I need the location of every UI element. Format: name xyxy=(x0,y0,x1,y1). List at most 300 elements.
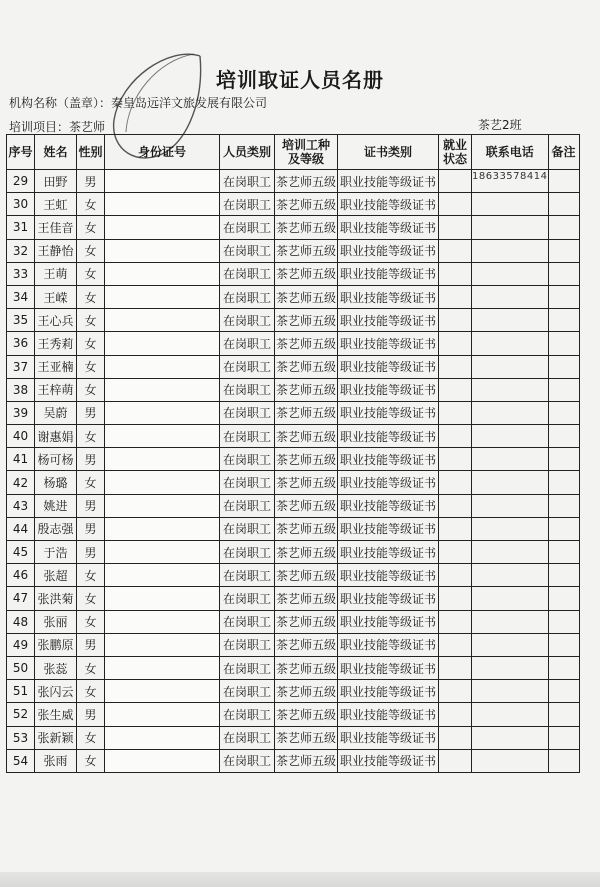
cell-cert-type: 职业技能等级证书 xyxy=(338,680,439,703)
cell-id-number xyxy=(105,726,220,749)
cell-employment xyxy=(439,541,472,564)
cell-seq: 35 xyxy=(7,309,35,332)
cell-person-type: 在岗职工 xyxy=(220,401,275,424)
cell-gender: 女 xyxy=(77,564,105,587)
cell-employment xyxy=(439,610,472,633)
cell-gender: 男 xyxy=(77,401,105,424)
cell-employment xyxy=(439,656,472,679)
cell-remark xyxy=(548,193,579,216)
cell-name: 张闪云 xyxy=(35,680,77,703)
cell-remark xyxy=(548,633,579,656)
col-remark-header: 备注 xyxy=(548,135,579,170)
cell-remark xyxy=(548,309,579,332)
cell-id-number xyxy=(105,309,220,332)
cell-cert-type: 职业技能等级证书 xyxy=(338,425,439,448)
cell-training-type: 茶艺师五级 xyxy=(275,448,338,471)
cell-training-type: 茶艺师五级 xyxy=(275,541,338,564)
cell-employment xyxy=(439,494,472,517)
cell-person-type: 在岗职工 xyxy=(220,564,275,587)
cell-name: 张洪菊 xyxy=(35,587,77,610)
cell-name: 张鹏原 xyxy=(35,633,77,656)
table-row xyxy=(7,401,580,424)
cell-training-type: 茶艺师五级 xyxy=(275,517,338,540)
cell-seq: 40 xyxy=(7,425,35,448)
cell-training-type: 茶艺师五级 xyxy=(275,239,338,262)
cell-training-type: 茶艺师五级 xyxy=(275,216,338,239)
cell-gender: 女 xyxy=(77,656,105,679)
cell-remark xyxy=(548,749,579,772)
cell-employment xyxy=(439,517,472,540)
col-phone-header: 联系电话 xyxy=(472,135,549,170)
cell-employment xyxy=(439,680,472,703)
table-row xyxy=(7,448,580,471)
cell-name: 王佳音 xyxy=(35,216,77,239)
cell-person-type: 在岗职工 xyxy=(220,656,275,679)
cell-employment xyxy=(439,587,472,610)
cell-cert-type: 职业技能等级证书 xyxy=(338,633,439,656)
cell-id-number xyxy=(105,216,220,239)
cell-id-number xyxy=(105,610,220,633)
cell-employment xyxy=(439,355,472,378)
cell-gender: 女 xyxy=(77,332,105,355)
cell-training-type: 茶艺师五级 xyxy=(275,309,338,332)
cell-name: 王静怡 xyxy=(35,239,77,262)
cell-id-number xyxy=(105,633,220,656)
cell-id-number xyxy=(105,193,220,216)
cell-cert-type: 职业技能等级证书 xyxy=(338,448,439,471)
cell-training-type: 茶艺师五级 xyxy=(275,378,338,401)
cell-person-type: 在岗职工 xyxy=(220,170,275,193)
cell-training-type: 茶艺师五级 xyxy=(275,610,338,633)
cell-id-number xyxy=(105,355,220,378)
cell-remark xyxy=(548,680,579,703)
cell-id-number xyxy=(105,517,220,540)
project-name: 茶艺师 xyxy=(69,120,106,134)
cell-training-type: 茶艺师五级 xyxy=(275,401,338,424)
cell-name: 王梓萌 xyxy=(35,378,77,401)
cell-training-type: 茶艺师五级 xyxy=(275,726,338,749)
cell-gender: 女 xyxy=(77,239,105,262)
cell-person-type: 在岗职工 xyxy=(220,425,275,448)
cell-phone xyxy=(472,332,549,355)
cell-gender: 女 xyxy=(77,726,105,749)
cell-remark xyxy=(548,726,579,749)
cell-employment xyxy=(439,425,472,448)
cell-name: 王虹 xyxy=(35,193,77,216)
cell-cert-type: 职业技能等级证书 xyxy=(338,170,439,193)
cell-person-type: 在岗职工 xyxy=(220,633,275,656)
table-row xyxy=(7,309,580,332)
cell-seq: 49 xyxy=(7,633,35,656)
table-row xyxy=(7,726,580,749)
cell-remark xyxy=(548,425,579,448)
cell-seq: 46 xyxy=(7,564,35,587)
cell-training-type: 茶艺师五级 xyxy=(275,355,338,378)
cell-person-type: 在岗职工 xyxy=(220,239,275,262)
cell-name: 于浩 xyxy=(35,541,77,564)
cell-gender: 女 xyxy=(77,262,105,285)
cell-employment xyxy=(439,726,472,749)
cell-remark xyxy=(548,262,579,285)
organization-name: 秦皇岛远洋文旅发展有限公司 xyxy=(111,96,268,110)
cell-training-type: 茶艺师五级 xyxy=(275,703,338,726)
table-header-row xyxy=(7,135,580,170)
cell-seq: 45 xyxy=(7,541,35,564)
cell-person-type: 在岗职工 xyxy=(220,309,275,332)
table-row xyxy=(7,517,580,540)
cell-phone xyxy=(472,193,549,216)
table-row xyxy=(7,680,580,703)
col-person-type-header: 人员类别 xyxy=(220,135,275,170)
cell-name: 王萌 xyxy=(35,262,77,285)
cell-remark xyxy=(548,610,579,633)
cell-gender: 男 xyxy=(77,633,105,656)
cell-id-number xyxy=(105,680,220,703)
cell-cert-type: 职业技能等级证书 xyxy=(338,401,439,424)
cell-id-number xyxy=(105,332,220,355)
cell-gender: 女 xyxy=(77,216,105,239)
cell-gender: 女 xyxy=(77,193,105,216)
cell-cert-type: 职业技能等级证书 xyxy=(338,656,439,679)
cell-phone xyxy=(472,262,549,285)
cell-phone xyxy=(472,425,549,448)
cell-training-type: 茶艺师五级 xyxy=(275,332,338,355)
cell-cert-type: 职业技能等级证书 xyxy=(338,726,439,749)
cell-seq: 42 xyxy=(7,471,35,494)
table-row xyxy=(7,703,580,726)
table-row xyxy=(7,170,580,193)
table-row xyxy=(7,378,580,401)
cell-employment xyxy=(439,239,472,262)
cell-seq: 37 xyxy=(7,355,35,378)
phone-number-fragment: 18633578414 xyxy=(472,171,548,183)
cell-seq: 47 xyxy=(7,587,35,610)
table-row xyxy=(7,564,580,587)
cell-cert-type: 职业技能等级证书 xyxy=(338,378,439,401)
cell-remark xyxy=(548,239,579,262)
cell-gender: 女 xyxy=(77,749,105,772)
cell-remark xyxy=(548,541,579,564)
cell-name: 杨璐 xyxy=(35,471,77,494)
cell-person-type: 在岗职工 xyxy=(220,448,275,471)
roster-table xyxy=(6,134,580,773)
cell-employment xyxy=(439,193,472,216)
table-row xyxy=(7,471,580,494)
cell-phone xyxy=(472,656,549,679)
cell-seq: 53 xyxy=(7,726,35,749)
cell-employment xyxy=(439,749,472,772)
cell-person-type: 在岗职工 xyxy=(220,703,275,726)
cell-phone xyxy=(472,170,549,193)
cell-seq: 30 xyxy=(7,193,35,216)
cell-person-type: 在岗职工 xyxy=(220,262,275,285)
cell-name: 张生威 xyxy=(35,703,77,726)
cell-employment xyxy=(439,564,472,587)
cell-cert-type: 职业技能等级证书 xyxy=(338,541,439,564)
cell-gender: 男 xyxy=(77,541,105,564)
cell-remark xyxy=(548,564,579,587)
cell-phone xyxy=(472,749,549,772)
cell-seq: 33 xyxy=(7,262,35,285)
table-row xyxy=(7,749,580,772)
cell-name: 王亚楠 xyxy=(35,355,77,378)
cell-cert-type: 职业技能等级证书 xyxy=(338,564,439,587)
table-row xyxy=(7,332,580,355)
cell-training-type: 茶艺师五级 xyxy=(275,285,338,308)
cell-person-type: 在岗职工 xyxy=(220,749,275,772)
cell-name: 杨可杨 xyxy=(35,448,77,471)
cell-seq: 29 xyxy=(7,170,35,193)
cell-remark xyxy=(548,401,579,424)
cell-remark xyxy=(548,587,579,610)
col-name-header: 姓名 xyxy=(35,135,77,170)
cell-gender: 男 xyxy=(77,170,105,193)
table-row xyxy=(7,610,580,633)
cell-phone xyxy=(472,471,549,494)
col-training-type-header: 培训工种及等级 xyxy=(275,135,338,170)
cell-cert-type: 职业技能等级证书 xyxy=(338,239,439,262)
cell-phone xyxy=(472,448,549,471)
cell-employment xyxy=(439,309,472,332)
roster-body xyxy=(7,170,580,773)
col-employment-header: 就业状态 xyxy=(439,135,472,170)
cell-gender: 男 xyxy=(77,703,105,726)
cell-id-number xyxy=(105,401,220,424)
cell-training-type: 茶艺师五级 xyxy=(275,193,338,216)
cell-gender: 男 xyxy=(77,517,105,540)
cell-remark xyxy=(548,170,579,193)
cell-person-type: 在岗职工 xyxy=(220,610,275,633)
cell-training-type: 茶艺师五级 xyxy=(275,494,338,517)
col-id-header: 身份证号 xyxy=(105,135,220,170)
cell-person-type: 在岗职工 xyxy=(220,726,275,749)
cell-employment xyxy=(439,378,472,401)
cell-phone xyxy=(472,703,549,726)
cell-seq: 52 xyxy=(7,703,35,726)
cell-remark xyxy=(548,656,579,679)
table-row xyxy=(7,262,580,285)
cell-cert-type: 职业技能等级证书 xyxy=(338,587,439,610)
cell-seq: 48 xyxy=(7,610,35,633)
cell-phone xyxy=(472,633,549,656)
cell-seq: 38 xyxy=(7,378,35,401)
cell-name: 姚进 xyxy=(35,494,77,517)
cell-employment xyxy=(439,401,472,424)
cell-phone xyxy=(472,355,549,378)
cell-phone xyxy=(472,309,549,332)
cell-name: 王心兵 xyxy=(35,309,77,332)
cell-employment xyxy=(439,703,472,726)
cell-training-type: 茶艺师五级 xyxy=(275,680,338,703)
cell-name: 王嵘 xyxy=(35,285,77,308)
table-row xyxy=(7,285,580,308)
cell-training-type: 茶艺师五级 xyxy=(275,471,338,494)
cell-employment xyxy=(439,262,472,285)
cell-seq: 50 xyxy=(7,656,35,679)
cell-phone xyxy=(472,726,549,749)
cell-cert-type: 职业技能等级证书 xyxy=(338,471,439,494)
cell-phone xyxy=(472,541,549,564)
cell-phone xyxy=(472,239,549,262)
cell-remark xyxy=(548,448,579,471)
cell-id-number xyxy=(105,425,220,448)
cell-id-number xyxy=(105,262,220,285)
cell-seq: 39 xyxy=(7,401,35,424)
table-row xyxy=(7,193,580,216)
cell-seq: 51 xyxy=(7,680,35,703)
cell-employment xyxy=(439,285,472,308)
table-row xyxy=(7,239,580,262)
cell-gender: 女 xyxy=(77,425,105,448)
cell-name: 田野 xyxy=(35,170,77,193)
cell-person-type: 在岗职工 xyxy=(220,680,275,703)
col-cert-type-header: 证书类别 xyxy=(338,135,439,170)
cell-gender: 男 xyxy=(77,448,105,471)
col-gender-header: 性别 xyxy=(77,135,105,170)
cell-gender: 女 xyxy=(77,309,105,332)
cell-training-type: 茶艺师五级 xyxy=(275,749,338,772)
cell-phone xyxy=(472,564,549,587)
cell-phone xyxy=(472,216,549,239)
cell-id-number xyxy=(105,587,220,610)
cell-seq: 36 xyxy=(7,332,35,355)
cell-cert-type: 职业技能等级证书 xyxy=(338,216,439,239)
cell-person-type: 在岗职工 xyxy=(220,193,275,216)
cell-training-type: 茶艺师五级 xyxy=(275,656,338,679)
col-seq-header: 序号 xyxy=(7,135,35,170)
cell-person-type: 在岗职工 xyxy=(220,355,275,378)
cell-cert-type: 职业技能等级证书 xyxy=(338,262,439,285)
cell-person-type: 在岗职工 xyxy=(220,517,275,540)
cell-cert-type: 职业技能等级证书 xyxy=(338,703,439,726)
cell-cert-type: 职业技能等级证书 xyxy=(338,517,439,540)
cell-person-type: 在岗职工 xyxy=(220,332,275,355)
cell-id-number xyxy=(105,494,220,517)
cell-cert-type: 职业技能等级证书 xyxy=(338,309,439,332)
project-label: 培训项目： xyxy=(9,120,70,134)
cell-id-number xyxy=(105,749,220,772)
document-title: 培训取证人员名册 xyxy=(216,68,384,92)
cell-id-number xyxy=(105,239,220,262)
cell-cert-type: 职业技能等级证书 xyxy=(338,285,439,308)
cell-gender: 女 xyxy=(77,285,105,308)
cell-id-number xyxy=(105,564,220,587)
cell-employment xyxy=(439,216,472,239)
project-line xyxy=(9,118,105,135)
table-row xyxy=(7,587,580,610)
cell-remark xyxy=(548,378,579,401)
cell-remark xyxy=(548,332,579,355)
cell-id-number xyxy=(105,541,220,564)
cell-gender: 女 xyxy=(77,378,105,401)
cell-phone xyxy=(472,378,549,401)
cell-seq: 54 xyxy=(7,749,35,772)
cell-cert-type: 职业技能等级证书 xyxy=(338,610,439,633)
cell-remark xyxy=(548,517,579,540)
cell-person-type: 在岗职工 xyxy=(220,494,275,517)
cell-person-type: 在岗职工 xyxy=(220,378,275,401)
cell-name: 张雨 xyxy=(35,749,77,772)
cell-person-type: 在岗职工 xyxy=(220,285,275,308)
cell-cert-type: 职业技能等级证书 xyxy=(338,494,439,517)
class-name: 茶艺2班 xyxy=(478,118,522,132)
cell-phone xyxy=(472,285,549,308)
cell-gender: 女 xyxy=(77,680,105,703)
cell-cert-type: 职业技能等级证书 xyxy=(338,749,439,772)
cell-training-type: 茶艺师五级 xyxy=(275,587,338,610)
cell-gender: 男 xyxy=(77,494,105,517)
table-row xyxy=(7,633,580,656)
cell-person-type: 在岗职工 xyxy=(220,541,275,564)
cell-name: 吴蔚 xyxy=(35,401,77,424)
cell-person-type: 在岗职工 xyxy=(220,216,275,239)
cell-id-number xyxy=(105,471,220,494)
cell-name: 殷志强 xyxy=(35,517,77,540)
cell-employment xyxy=(439,448,472,471)
cell-id-number xyxy=(105,703,220,726)
cell-training-type: 茶艺师五级 xyxy=(275,564,338,587)
table-row xyxy=(7,541,580,564)
cell-name: 王秀莉 xyxy=(35,332,77,355)
cell-employment xyxy=(439,332,472,355)
cell-name: 张新颖 xyxy=(35,726,77,749)
table-row xyxy=(7,656,580,679)
cell-seq: 32 xyxy=(7,239,35,262)
cell-id-number xyxy=(105,448,220,471)
cell-person-type: 在岗职工 xyxy=(220,471,275,494)
table-row xyxy=(7,425,580,448)
cell-phone xyxy=(472,494,549,517)
cell-name: 谢惠娟 xyxy=(35,425,77,448)
cell-seq: 44 xyxy=(7,517,35,540)
cell-phone xyxy=(472,587,549,610)
organization-label: 机构名称（盖章）： xyxy=(9,96,112,110)
cell-id-number xyxy=(105,170,220,193)
cell-remark xyxy=(548,471,579,494)
cell-seq: 31 xyxy=(7,216,35,239)
cell-gender: 女 xyxy=(77,471,105,494)
cell-cert-type: 职业技能等级证书 xyxy=(338,193,439,216)
cell-remark xyxy=(548,355,579,378)
cell-training-type: 茶艺师五级 xyxy=(275,170,338,193)
cell-remark xyxy=(548,216,579,239)
cell-name: 张丽 xyxy=(35,610,77,633)
cell-remark xyxy=(548,703,579,726)
cell-employment xyxy=(439,471,472,494)
cell-id-number xyxy=(105,656,220,679)
cell-gender: 女 xyxy=(77,587,105,610)
cell-phone xyxy=(472,610,549,633)
cell-phone xyxy=(472,401,549,424)
cell-training-type: 茶艺师五级 xyxy=(275,633,338,656)
cell-id-number xyxy=(105,378,220,401)
cell-seq: 34 xyxy=(7,285,35,308)
cell-training-type: 茶艺师五级 xyxy=(275,262,338,285)
cell-remark xyxy=(548,285,579,308)
cell-name: 张超 xyxy=(35,564,77,587)
cell-seq: 41 xyxy=(7,448,35,471)
table-row xyxy=(7,355,580,378)
cell-remark xyxy=(548,494,579,517)
cell-training-type: 茶艺师五级 xyxy=(275,425,338,448)
cell-gender: 女 xyxy=(77,355,105,378)
cell-phone xyxy=(472,680,549,703)
table-row xyxy=(7,216,580,239)
cell-name: 张蕊 xyxy=(35,656,77,679)
cell-seq: 43 xyxy=(7,494,35,517)
cell-employment xyxy=(439,633,472,656)
cell-id-number xyxy=(105,285,220,308)
